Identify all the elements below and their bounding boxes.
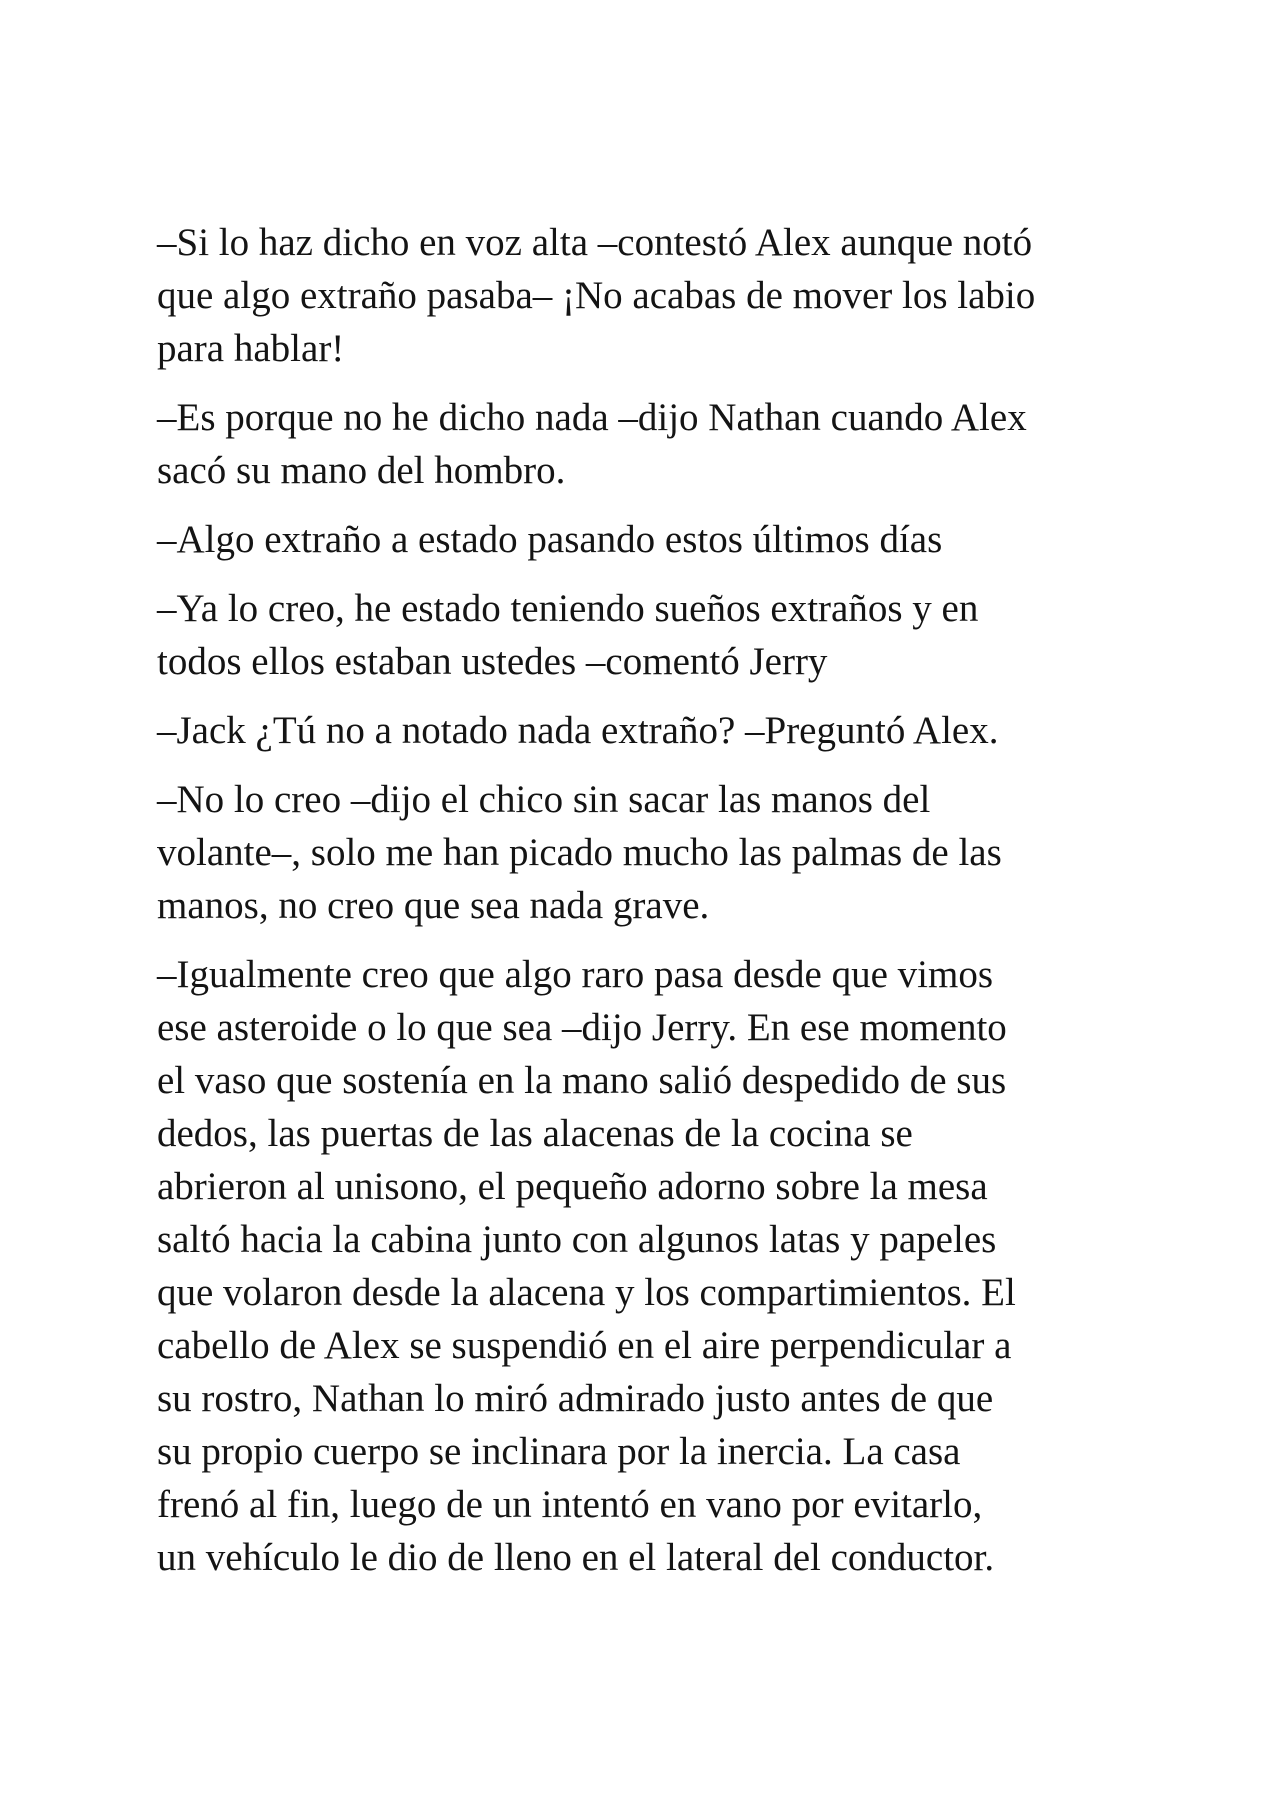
text-line: el vaso que sostenía en la mano salió despedido de sus <box>157 1059 1007 1102</box>
text-line: volante–, solo me han picado mucho las palmas de las <box>157 831 1002 874</box>
paragraph-7 <box>157 948 1157 1584</box>
text-line: –Es porque no he dicho nada –dijo Nathan cuando Alex <box>157 396 1027 439</box>
text-line: sacó su mano del hombro. <box>157 449 566 492</box>
text-line: –Jack ¿Tú no a notado nada extraño? –Preguntó Alex. <box>157 709 999 752</box>
text-line: abrieron al unisono, el pequeño adorno sobre la mesa <box>157 1165 988 1208</box>
paragraph-4 <box>157 582 1157 688</box>
text-line: frenó al fin, luego de un intentó en vano por evitarlo, <box>157 1483 983 1526</box>
text-line: –Igualmente creo que algo raro pasa desde que vimos <box>157 953 994 996</box>
text-line: todos ellos estaban ustedes –comentó Jerry <box>157 640 828 683</box>
text-line: saltó hacia la cabina junto con algunos latas y papeles <box>157 1218 997 1261</box>
paragraph-2 <box>157 391 1157 497</box>
paragraph-1 <box>157 216 1157 375</box>
body-text <box>157 216 1157 1600</box>
text-line: que algo extraño pasaba– ¡No acabas de mover los labio <box>157 274 1036 317</box>
text-line: ese asteroide o lo que sea –dijo Jerry. En ese momento <box>157 1006 1007 1049</box>
text-line: –No lo creo –dijo el chico sin sacar las manos del <box>157 778 931 821</box>
text-line: su rostro, Nathan lo miró admirado justo antes de que <box>157 1377 994 1420</box>
text-line: –Si lo haz dicho en voz alta –contestó Alex aunque notó <box>157 221 1033 264</box>
text-line: manos, no creo que sea nada grave. <box>157 884 710 927</box>
text-line: –Ya lo creo, he estado teniendo sueños extraños y en <box>157 587 979 630</box>
paragraph-3 <box>157 513 1157 566</box>
text-line: para hablar! <box>157 327 345 370</box>
text-line: –Algo extraño a estado pasando estos últimos días <box>157 518 943 561</box>
text-line: un vehículo le dio de lleno en el lateral del conductor. <box>157 1536 995 1579</box>
text-line: su propio cuerpo se inclinara por la inercia. La casa <box>157 1430 961 1473</box>
text-line: dedos, las puertas de las alacenas de la cocina se <box>157 1112 913 1155</box>
paragraph-6 <box>157 773 1157 932</box>
text-line: cabello de Alex se suspendió en el aire perpendicular a <box>157 1324 1012 1367</box>
paragraph-5 <box>157 704 1157 757</box>
text-line: que volaron desde la alacena y los compartimientos. El <box>157 1271 1016 1314</box>
